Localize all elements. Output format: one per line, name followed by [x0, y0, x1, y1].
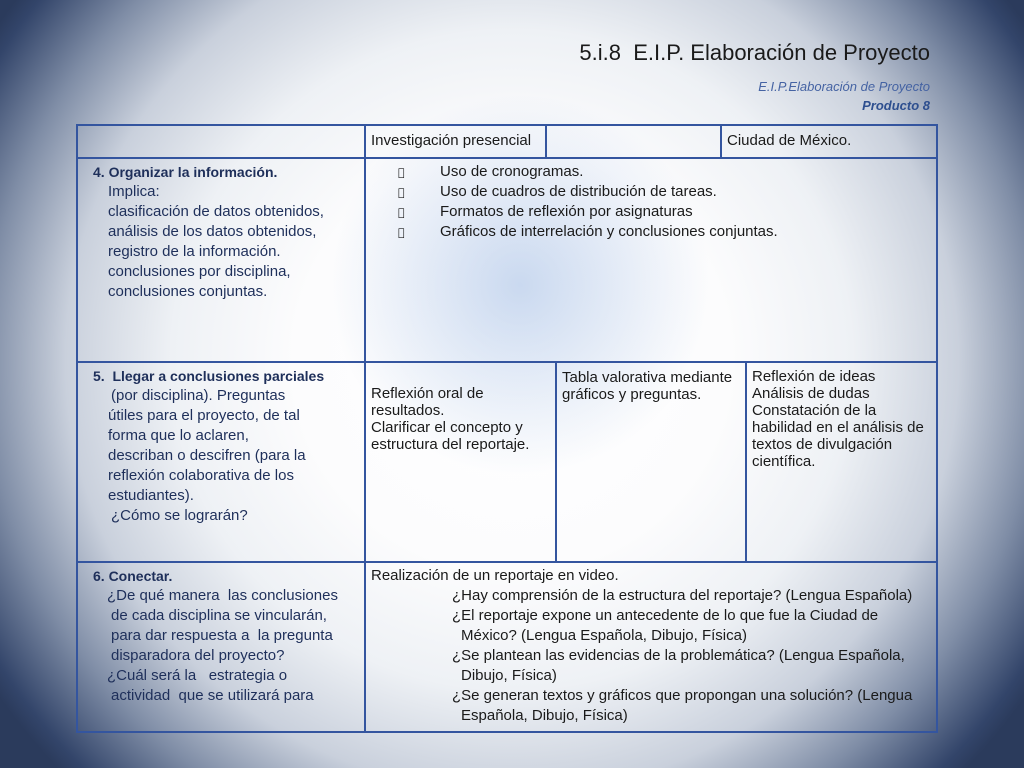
activity-line: Reflexión oral de	[371, 385, 484, 402]
question-line: ¿El reportaje expone un antecedente de lo que fue la Ciudad de	[452, 607, 879, 624]
row-conectar-line: ¿Cuál será la estrategia o	[107, 667, 288, 684]
row-organizar-line: análisis de los datos obtenidos,	[108, 223, 317, 240]
row-organizar-right-cell	[364, 157, 938, 363]
bullet-text: Uso de cuadros de distribución de tareas.	[440, 182, 717, 199]
bullet-text: Gráficos de interrelación y conclusiones conjuntas.	[440, 220, 778, 237]
reflection-line: habilidad en el análisis de	[752, 419, 924, 436]
row-conclusiones-line: describan o descifren (para la	[108, 447, 306, 464]
activity-line: resultados.	[371, 402, 445, 419]
header-cell-modality	[364, 124, 547, 159]
question-continuation: México? (Lengua Española, Dibujo, Física)	[461, 627, 747, 644]
question-line: ¿Se generan textos y gráficos que propongan una solución? (Lengua	[452, 687, 913, 704]
bullet-item	[398, 222, 936, 242]
bullet-text: Formatos de reflexión por asignaturas	[440, 201, 693, 218]
row-conectar-line: disparadora del proyecto?	[111, 647, 285, 664]
row-conclusiones-line: reflexión colaborativa de los	[108, 467, 294, 484]
reflection-line: textos de divulgación	[752, 436, 893, 453]
evaluation-text	[557, 363, 745, 403]
slide-subtitle: E.I.P.Elaboración de Proyecto	[758, 79, 930, 94]
activity-line: estructura del reportaje.	[371, 436, 530, 453]
activity-line: Clarificar el concepto y	[371, 419, 523, 436]
row-organizar-line: registro de la información.	[108, 243, 281, 260]
reflection-text	[747, 363, 936, 470]
row-conclusiones-line: útiles para el proyecto, de tal	[108, 407, 300, 424]
activity-text	[366, 363, 555, 453]
bullet-text: Uso de cronogramas.	[440, 163, 584, 180]
row-organizar-line: conclusiones conjuntas.	[108, 283, 268, 300]
question-line: ¿Se plantean las evidencias de la problemática? (Lengua Española,	[452, 647, 905, 664]
header-cell-location	[720, 124, 938, 159]
bullet-icon	[398, 163, 440, 182]
question-continuation: Dibujo, Física)	[461, 667, 557, 684]
row-conectar-right-cell	[364, 561, 938, 733]
row-conclusiones-line: estudiantes).	[108, 487, 194, 504]
evaluation-line: gráficos y preguntas.	[562, 386, 702, 403]
bullet-item	[398, 162, 936, 182]
header-location-text: Ciudad de México.	[727, 132, 852, 149]
row-conectar-line: para dar respuesta a la pregunta	[111, 627, 333, 644]
bullet-item	[398, 182, 936, 202]
row-conectar-intro: Realización de un reportaje en video.	[371, 567, 619, 584]
row-conclusiones-line: (por disciplina). Preguntas	[111, 387, 286, 404]
row-conectar-description	[78, 563, 364, 706]
reflection-line: Reflexión de ideas	[752, 368, 876, 385]
question-continuation: Española, Dibujo, Física)	[461, 707, 628, 724]
bullet-item	[398, 202, 936, 222]
reflection-line: Análisis de dudas	[752, 385, 870, 402]
row-conectar-line: ¿De qué manera las conclusiones	[107, 587, 338, 604]
row-conclusiones-line: forma que lo aclaren,	[108, 427, 249, 444]
row-conclusiones-evaluation-cell	[555, 361, 747, 563]
row-conectar-heading: 6. Conectar.	[93, 568, 173, 584]
question-line: ¿Hay comprensión de la estructura del reportaje? (Lengua Española)	[452, 587, 913, 604]
reflection-line: científica.	[752, 453, 816, 470]
header-cell-empty-middle	[545, 124, 722, 159]
row-organizar-description	[78, 159, 364, 302]
bullet-icon	[398, 223, 440, 242]
slide-title: 5.i.8 E.I.P. Elaboración de Proyecto	[579, 40, 930, 65]
product-label: Producto 8	[862, 98, 930, 113]
row-conectar-question-list	[366, 563, 936, 726]
row-conclusiones-heading: 5. Llegar a conclusiones parciales	[93, 368, 325, 384]
row-conclusiones-left-cell	[76, 361, 366, 563]
row-conectar-line: actividad que se utilizará para	[111, 687, 314, 704]
row-organizar-bullet-list	[366, 159, 936, 242]
row-organizar-heading: 4. Organizar la información.	[93, 164, 278, 180]
header-cell-empty-left	[76, 124, 366, 159]
row-conclusiones-activity-cell	[364, 361, 557, 563]
row-conclusiones-reflection-cell	[745, 361, 938, 563]
row-organizar-line: clasificación de datos obtenidos,	[108, 203, 324, 220]
row-conclusiones-line: ¿Cómo se lograrán?	[111, 507, 248, 524]
row-conectar-left-cell	[76, 561, 366, 733]
row-conectar-line: de cada disciplina se vincularán,	[111, 607, 327, 624]
bullet-icon	[398, 183, 440, 202]
row-organizar-line: Implica:	[108, 183, 160, 200]
row-organizar-line: conclusiones por disciplina,	[108, 263, 291, 280]
header-modality-text: Investigación presencial	[371, 132, 532, 149]
bullet-icon	[398, 203, 440, 222]
reflection-line: Constatación de la	[752, 402, 877, 419]
row-organizar-left-cell	[76, 157, 366, 363]
row-conclusiones-description	[78, 363, 364, 526]
evaluation-line: Tabla valorativa mediante	[562, 369, 733, 386]
